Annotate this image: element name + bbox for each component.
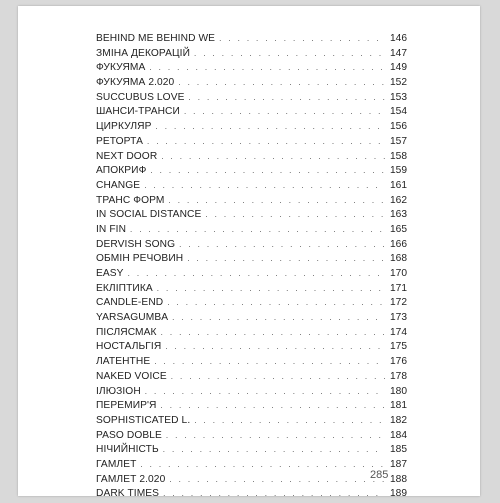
toc-entry-title: РЕТОРТА (96, 135, 143, 147)
toc-entry (96, 415, 407, 430)
toc-entry-title: NAKED VOICE (96, 370, 167, 382)
toc-entry (96, 474, 407, 489)
toc-entry (96, 297, 407, 312)
toc-entry (96, 327, 407, 342)
toc-entry (96, 430, 407, 445)
dot-leader (150, 166, 385, 175)
toc-entry (96, 444, 407, 459)
toc-entry-page: 189 (390, 488, 407, 500)
toc-entry-title: SOPHISTICATED L. (96, 414, 191, 426)
toc-entry (96, 121, 407, 136)
toc-entry-title: ЦИРКУЛЯР (96, 121, 152, 133)
toc-entry (96, 165, 407, 180)
toc-entry-page: 158 (390, 150, 407, 162)
toc-entry (96, 195, 407, 210)
page-number: 285 (370, 469, 389, 481)
dot-leader (140, 460, 385, 469)
toc-entry-page: 171 (390, 282, 407, 294)
toc-entry-title: ФУКУЯМА (96, 62, 146, 74)
toc-entry-page: 178 (390, 370, 407, 382)
dot-leader (169, 196, 385, 205)
dot-leader (163, 489, 385, 498)
dot-leader (205, 210, 385, 219)
toc-entry-title: ЕКЛІПТИКА (96, 282, 153, 294)
toc-entry-page: 168 (390, 253, 407, 265)
toc-entry (96, 239, 407, 254)
toc-entry (96, 180, 407, 195)
dot-leader (171, 372, 385, 381)
toc-entry-page: 157 (390, 135, 407, 147)
toc-entry-title: NEXT DOOR (96, 150, 158, 162)
dot-leader (165, 342, 385, 351)
table-of-contents (96, 33, 407, 503)
toc-entry-title: ФУКУЯМА 2.020 (96, 77, 175, 89)
dot-leader (145, 387, 385, 396)
toc-entry-page: 163 (390, 209, 407, 221)
toc-entry-page: 156 (390, 121, 407, 133)
toc-entry-page: 185 (390, 444, 407, 456)
toc-entry (96, 62, 407, 77)
toc-entry-title: DARK TIMES (96, 488, 160, 500)
toc-entry-title: ГАМЛЕТ (96, 458, 137, 470)
dot-leader (147, 137, 385, 146)
dot-leader (128, 269, 385, 278)
dot-leader (219, 34, 385, 43)
dot-leader (155, 122, 385, 131)
toc-entry-page: 188 (390, 473, 407, 485)
dot-leader (194, 416, 385, 425)
toc-entry (96, 459, 407, 474)
book-page (18, 6, 480, 500)
dot-leader (154, 357, 385, 366)
dot-leader (161, 152, 385, 161)
dot-leader (166, 431, 385, 440)
toc-entry (96, 33, 407, 48)
toc-entry-title: ПЕРЕМИР'Я (96, 400, 157, 412)
dot-leader (157, 284, 385, 293)
toc-entry-page: 172 (390, 297, 407, 309)
toc-entry-title: IN FIN (96, 223, 127, 235)
toc-entry-page: 187 (390, 458, 407, 470)
toc-entry-page: 154 (390, 106, 407, 118)
toc-entry-title: ОБМІН РЕЧОВИН (96, 253, 184, 265)
toc-entry-page: 173 (390, 312, 407, 324)
toc-entry (96, 341, 407, 356)
toc-entry-title: НІЧИЙНІСТЬ (96, 444, 159, 456)
dot-leader (188, 93, 385, 102)
toc-entry-title: PASO DOBLE (96, 429, 162, 441)
toc-entry-title: YARSAGUMBA (96, 312, 169, 324)
toc-entry-page: 166 (390, 238, 407, 250)
toc-entry (96, 253, 407, 268)
dot-leader (194, 49, 385, 58)
toc-entry-page: 152 (390, 77, 407, 89)
toc-entry-page: 161 (390, 179, 407, 191)
toc-entry-page: 174 (390, 326, 407, 338)
dot-leader (163, 445, 385, 454)
toc-entry (96, 48, 407, 63)
toc-entry-title: НОСТАЛЬГІЯ (96, 341, 162, 353)
toc-entry-title: CANDLE-END (96, 297, 164, 309)
toc-entry (96, 488, 407, 503)
toc-entry-page: 153 (390, 91, 407, 103)
toc-entry (96, 106, 407, 121)
toc-entry-title: IN SOCIAL DISTANCE (96, 209, 202, 221)
dot-leader (144, 181, 385, 190)
dot-leader (130, 225, 385, 234)
toc-entry (96, 151, 407, 166)
toc-entry (96, 386, 407, 401)
dot-leader (184, 107, 385, 116)
toc-entry (96, 312, 407, 327)
toc-entry (96, 283, 407, 298)
dot-leader (161, 401, 385, 410)
toc-entry-title: CHANGE (96, 179, 141, 191)
toc-entry-page: 184 (390, 429, 407, 441)
dot-leader (178, 78, 385, 87)
toc-entry-title: ЗМІНА ДЕКОРАЦІЙ (96, 47, 190, 59)
toc-entry-page: 159 (390, 165, 407, 177)
dot-leader (179, 240, 385, 249)
toc-entry (96, 224, 407, 239)
toc-entry-page: 147 (390, 47, 407, 59)
toc-entry-page: 176 (390, 356, 407, 368)
toc-entry-page: 175 (390, 341, 407, 353)
toc-entry-title: ГАМЛЕТ 2.020 (96, 473, 166, 485)
toc-entry-title: SUCCUBUS LOVE (96, 91, 185, 103)
toc-entry (96, 92, 407, 107)
toc-entry (96, 268, 407, 283)
toc-entry-title: EASY (96, 268, 124, 279)
toc-entry-title: ШАНСИ-ТРАНСИ (96, 106, 180, 118)
dot-leader (187, 254, 385, 263)
dot-leader (149, 63, 385, 72)
toc-entry (96, 136, 407, 151)
toc-entry (96, 371, 407, 386)
toc-entry (96, 77, 407, 92)
toc-entry-page: 165 (390, 223, 407, 235)
toc-entry-title: ІЛЮЗІОН (96, 385, 141, 397)
toc-entry-page: 180 (390, 385, 407, 397)
toc-entry-title: ТРАНС ФОРМ (96, 194, 165, 206)
dot-leader (167, 298, 385, 307)
dot-leader (169, 475, 385, 484)
dot-leader (172, 313, 385, 322)
toc-entry-title: ЛАТЕНТНЕ (96, 356, 151, 368)
toc-entry-page: 149 (390, 62, 407, 74)
toc-entry-page: 146 (390, 33, 407, 44)
toc-entry-page: 181 (390, 400, 407, 412)
toc-entry-page: 182 (390, 414, 407, 426)
toc-entry-title: АПОКРИФ (96, 165, 147, 177)
toc-entry (96, 356, 407, 371)
toc-entry-title: BEHIND ME BEHIND WE (96, 33, 216, 44)
toc-entry (96, 209, 407, 224)
dot-leader (161, 328, 385, 337)
toc-entry-page: 170 (390, 268, 407, 279)
toc-entry-title: DERVISH SONG (96, 238, 176, 250)
toc-entry-page: 162 (390, 194, 407, 206)
toc-entry (96, 400, 407, 415)
toc-entry-title: ПІСЛЯСМАК (96, 326, 157, 338)
